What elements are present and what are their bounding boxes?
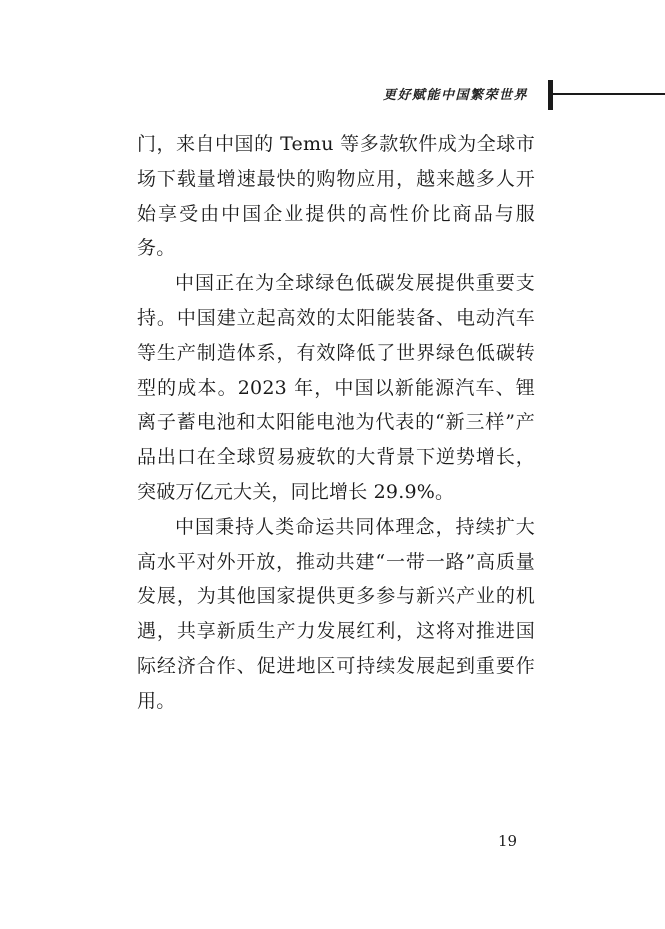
body-text	[137, 127, 535, 719]
running-title: 更好赋能中国繁荣世界	[382, 88, 528, 103]
paragraph-continued: 门，来自中国的 Temu 等多款软件成为全球市场下载量增速最快的购物应用，越来越多人开始享受由中国企业提供的高性价比商品与服务。	[137, 133, 535, 260]
paragraph-community-shared-future: 中国秉持人类命运共同体理念，持续扩大高水平对外开放，推动共建“一带一路”高质量发展，为其他国家提供更多参与新兴产业的机遇，共享新质生产力发展红利，这将对推进国际经济合作、促进地区可持续发展起到重要作用。	[137, 515, 535, 712]
page-number: 19	[498, 832, 518, 850]
header-vertical-bar	[548, 80, 553, 110]
header-horizontal-rule	[553, 93, 665, 95]
paragraph-green-development: 中国正在为全球绿色低碳发展提供重要支持。中国建立起高效的太阳能装备、电动汽车等生产制造体系，有效降低了世界绿色低碳转型的成本。2023 年，中国以新能源汽车、锂离子蓄电池和太阳能电池为代表的“新三样”产品出口在全球贸易疲软的大背景下逆势增长，突破万亿元大关，同比增长 29.9%。	[137, 272, 535, 503]
running-header	[0, 80, 665, 110]
